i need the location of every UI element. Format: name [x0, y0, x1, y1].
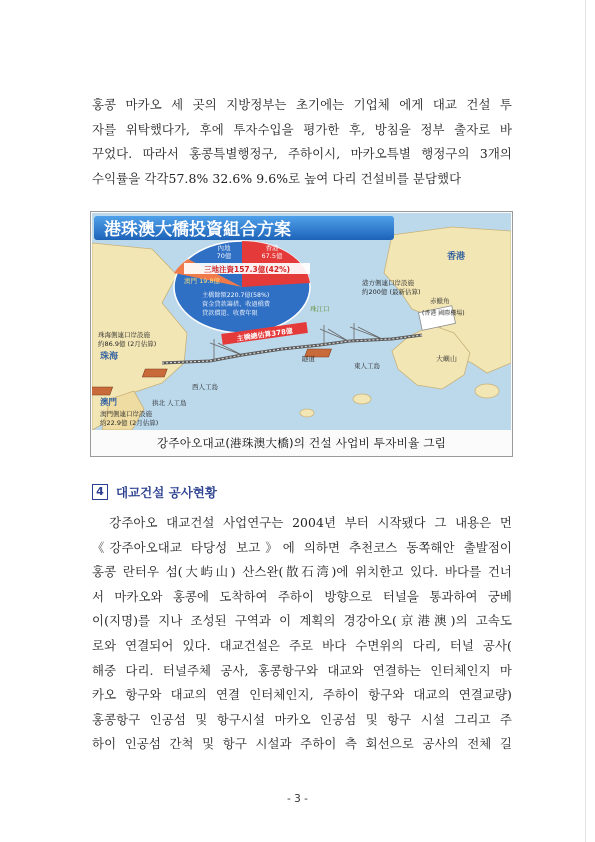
label-hongkong: 香港	[447, 252, 466, 262]
pie-note: 貸款償還、收費年限	[202, 310, 258, 317]
section-number-box: 4	[92, 484, 108, 500]
island-shape	[353, 394, 371, 404]
text-line: 홍콩 마카오 세 곳의 지방정부는 초기에는 기업체 에게 대교 건설 투	[92, 97, 512, 112]
page-number: - 3 -	[287, 793, 308, 805]
label-tunnel: 隧道	[302, 355, 315, 363]
figure-frame	[90, 211, 513, 457]
label-zhuhai-station: 珠海側連口岸設施	[98, 331, 150, 339]
text-line: 수익률을 각각57.8% 32.6% 9.6%로 높여 다리 건설비를 분담했다	[92, 170, 462, 186]
text-line: 강주아오 대교건설 사업연구는 2004년 부터 시작됐다 그 내용은 먼	[92, 515, 512, 530]
label-lantau: 大嶼山	[436, 355, 457, 363]
text-line: 카오 항구와 대교의 연결 인터체인지, 주하이 항구와 대교의 연결교량)	[92, 687, 512, 703]
label-hk-airport: (香港 國際機場)	[422, 310, 465, 317]
gongbei-island-block	[92, 387, 113, 395]
text-line: 이(지명)를 지나 조성된 구역과 이 계획의 경강아오(京港澳)의 고속도	[92, 613, 512, 629]
pie-hk-label: 香港	[265, 244, 279, 252]
main-bridge-label: 主橋總估算378億	[236, 326, 294, 343]
pie-macau-value: 澳門 19.8億	[184, 277, 221, 285]
text-line: 서 마카오와 홍콩에 도착하여 주하이 방향으로 터널을 통과하여 궁베	[92, 588, 512, 604]
intro-paragraph	[92, 93, 512, 191]
label-zhuhai: 珠海	[100, 352, 119, 362]
pie-note: 主橋餘額220.7億(58%)	[202, 292, 270, 299]
investment-map-image	[92, 213, 511, 430]
label-macau: 澳門	[100, 398, 118, 408]
investment-pie	[174, 241, 310, 333]
text-line: 하이 인공섬 간척 및 항구 시설과 주하이 측 회선으로 공사의 전체 길	[92, 736, 512, 752]
pie-total-label: 三地注資157.3億(42%)	[203, 265, 291, 274]
label-gongbei-island: 拱北 人工島	[152, 399, 187, 407]
section-title: 대교건설 공사현황	[116, 485, 217, 500]
text-line: 꾸었다. 따라서 홍콩특별행정구, 주하이시, 마카오특별 행정구의 3개의	[92, 146, 512, 162]
pie-mainland-label: 內地	[217, 244, 231, 252]
pie-note: 資金貸款籌措、收過橋費	[202, 301, 271, 308]
river-label: 珠江口	[310, 305, 330, 313]
pie-mainland-value: 70億	[216, 252, 232, 260]
figure-caption: 강주아오대교(港珠澳大橋)의 건설 사업비 투자비율 그림	[156, 436, 447, 450]
island-shape	[300, 409, 314, 417]
text-line: 홍콩 란터우 섬(大屿山) 산스완(散石湾)에 위치한고 있다. 바다를 건너	[92, 564, 512, 580]
text-line: 로와 연결되어 있다. 대교건설은 주로 바다 수면위의 다리, 터널 공사(	[92, 637, 512, 653]
text-line: 해중 다리. 터널주체 공사, 홍콩항구와 대교와 연결하는 인터체인지 마	[92, 662, 512, 678]
west-island-block	[142, 369, 167, 377]
map-title: 港珠澳大橋投資組合方案	[104, 220, 291, 240]
pie-hk-value: 67.5億	[261, 252, 283, 260]
label-east-island: 東人工島	[354, 362, 380, 370]
page-edge-line	[585, 0, 586, 842]
text-line: 홍콩항구 인공섬 및 항구시설 마카오 인공섬 및 항구 시설 그리고 주	[92, 711, 512, 727]
island-shape	[475, 384, 499, 398]
label-west-island: 西人工島	[192, 383, 218, 391]
label-macau-station: 澳門側連口岸設施	[100, 410, 152, 418]
label-macau-cost: 約22.9億 (2月估算)	[100, 419, 159, 427]
label-hk-cost: 約200億 (最新估算)	[362, 288, 421, 296]
label-chek-lap-kok: 赤鱲角	[430, 297, 450, 305]
section-heading	[92, 483, 217, 501]
text-line: 자를 위탁했다가, 후에 투자수입을 평가한 후, 방침을 정부 출자로 바	[92, 121, 512, 137]
text-line: 《강주아오대교 타당성 보고》에 의하면 추천코스 동쪽해안 출발점이	[92, 539, 512, 555]
construction-paragraph	[92, 511, 512, 757]
label-hk-station: 港方側連口岸設施	[362, 279, 414, 287]
label-zhuhai-cost: 約86.9億 (2月估算)	[98, 340, 157, 348]
